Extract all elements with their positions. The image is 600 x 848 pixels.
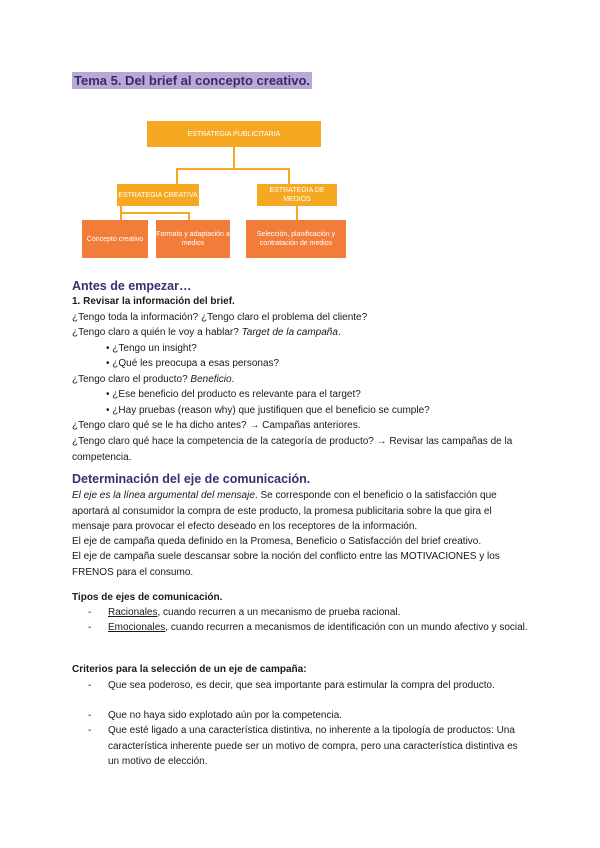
paragraph [72, 372, 532, 388]
subheading: 1. Revisar la información del brief. [72, 296, 235, 307]
text-run: . Se corresponde con el beneficio o la satisfacción que aportará al consumidor la compra de este producto, la promesa publicitaria sobre la que gira el mensaje para provocar el efecto deseado en los receptores de la información. [72, 490, 497, 532]
diagram-root-label: ESTRATEGIA PUBLICITARIA [187, 130, 281, 138]
section-heading: Antes de empezar… [72, 279, 192, 293]
paragraph [72, 488, 532, 535]
text-run: ¿Tengo claro a quién le voy a hablar? [72, 327, 242, 338]
text-run: , cuando recurren a mecanismos de identificación con un mundo afectivo y social. [165, 622, 528, 633]
diagram-media-box [257, 184, 337, 206]
list-item [106, 341, 197, 357]
subheading: Tipos de ejes de comunicación. [72, 592, 223, 603]
list-item [88, 678, 528, 694]
text-run: Target de la campaña [241, 327, 338, 338]
text-run: ¿Tengo claro el producto? [72, 374, 191, 385]
connector [288, 168, 290, 184]
paragraph: ¿Tengo claro qué hace la competencia de la categoría de producto? → Revisar las campañas de la competencia. [72, 436, 513, 463]
list-item [106, 356, 279, 372]
section-heading: Determinación del eje de comunicación. [72, 472, 311, 486]
connector [120, 212, 190, 214]
list-item-text: ¿Hay pruebas (reason why) que justifiquen que el beneficio se cumple? [112, 405, 430, 416]
bullet-glyph: • [106, 389, 110, 400]
strategy-diagram [0, 0, 600, 270]
subheading: Criterios para la selección de un eje de campaña: [72, 664, 307, 675]
text-run: El eje es la línea argumental del mensaje [72, 490, 255, 501]
list-item [88, 620, 528, 636]
paragraph [72, 325, 532, 341]
diagram-media-label: ESTRATEGIA DE MEDIOS [269, 187, 325, 203]
list-item-text: Que no haya sido explotado aún por la competencia. [108, 710, 343, 721]
list-item [106, 403, 430, 419]
dash-glyph: - [88, 607, 92, 618]
diagram-root-box [147, 121, 321, 147]
text-run: Racionales [108, 607, 158, 618]
bullet-glyph: • [106, 358, 110, 369]
text-run: Emocionales [108, 622, 166, 633]
diagram-creative-label: ESTRATEGIA CREATIVA [118, 191, 198, 199]
connector [296, 206, 298, 220]
list-item-text [108, 605, 528, 621]
diagram-leaf-media [246, 220, 346, 258]
list-item [88, 708, 528, 724]
list-item-text: ¿Tengo un insight? [112, 343, 197, 354]
list-item-text: Que sea poderoso, es decir, que sea importante para estimular la compra del producto. [108, 680, 495, 691]
dash-glyph: - [88, 680, 92, 691]
connector [176, 168, 289, 170]
page-title: Tema 5. Del brief al concepto creativo. [74, 73, 311, 88]
diagram-leaf-format-label: Formato y adaptación a medios [156, 231, 230, 247]
diagram-leaf-concept [82, 220, 148, 258]
diagram-leaf-media-label: Selección, planificación y contratación de medios [256, 231, 336, 247]
list-item-text: Que esté ligado a una característica distintiva, no inherente a la tipología de productos: Una característica inherente puede ser un motivo de compra, pero una característica distintiva es un motivo de elección. [108, 725, 518, 767]
diagram-leaf-format [156, 220, 230, 258]
paragraph: ¿Tengo claro qué se le ha dicho antes? → Campañas anteriores. [72, 420, 361, 431]
list-item [88, 605, 528, 621]
connector [233, 147, 235, 169]
diagram-creative-box [117, 184, 199, 206]
list-item-text: ¿Ese beneficio del producto es relevante para el target? [112, 389, 361, 400]
text-run: Beneficio [190, 374, 232, 385]
list-item-text [108, 620, 528, 636]
diagram-leaf-concept-label: Concepto creativo [86, 235, 144, 243]
list-item-text: ¿Qué les preocupa a esas personas? [112, 358, 280, 369]
list-item [106, 387, 361, 403]
dash-glyph: - [88, 725, 92, 736]
dash-glyph: - [88, 622, 92, 633]
paragraph: ¿Tengo toda la información? ¿Tengo claro el problema del cliente? [72, 312, 368, 323]
text-run: . [337, 327, 341, 338]
text-run: , cuando recurren a un mecanismo de prueba racional. [157, 607, 401, 618]
paragraph: El eje de campaña suele descansar sobre la noción del conflicto entre las MOTIVACIONES y los FRENOS para el consumo. [72, 551, 500, 578]
list-item [88, 723, 528, 770]
paragraph: El eje de campaña queda definido en la Promesa, Beneficio o Satisfacción del brief creativo. [72, 536, 482, 547]
text-run: . [231, 374, 235, 385]
bullet-glyph: • [106, 343, 110, 354]
dash-glyph: - [88, 710, 92, 721]
connector [176, 168, 178, 184]
bullet-glyph: • [106, 405, 110, 416]
